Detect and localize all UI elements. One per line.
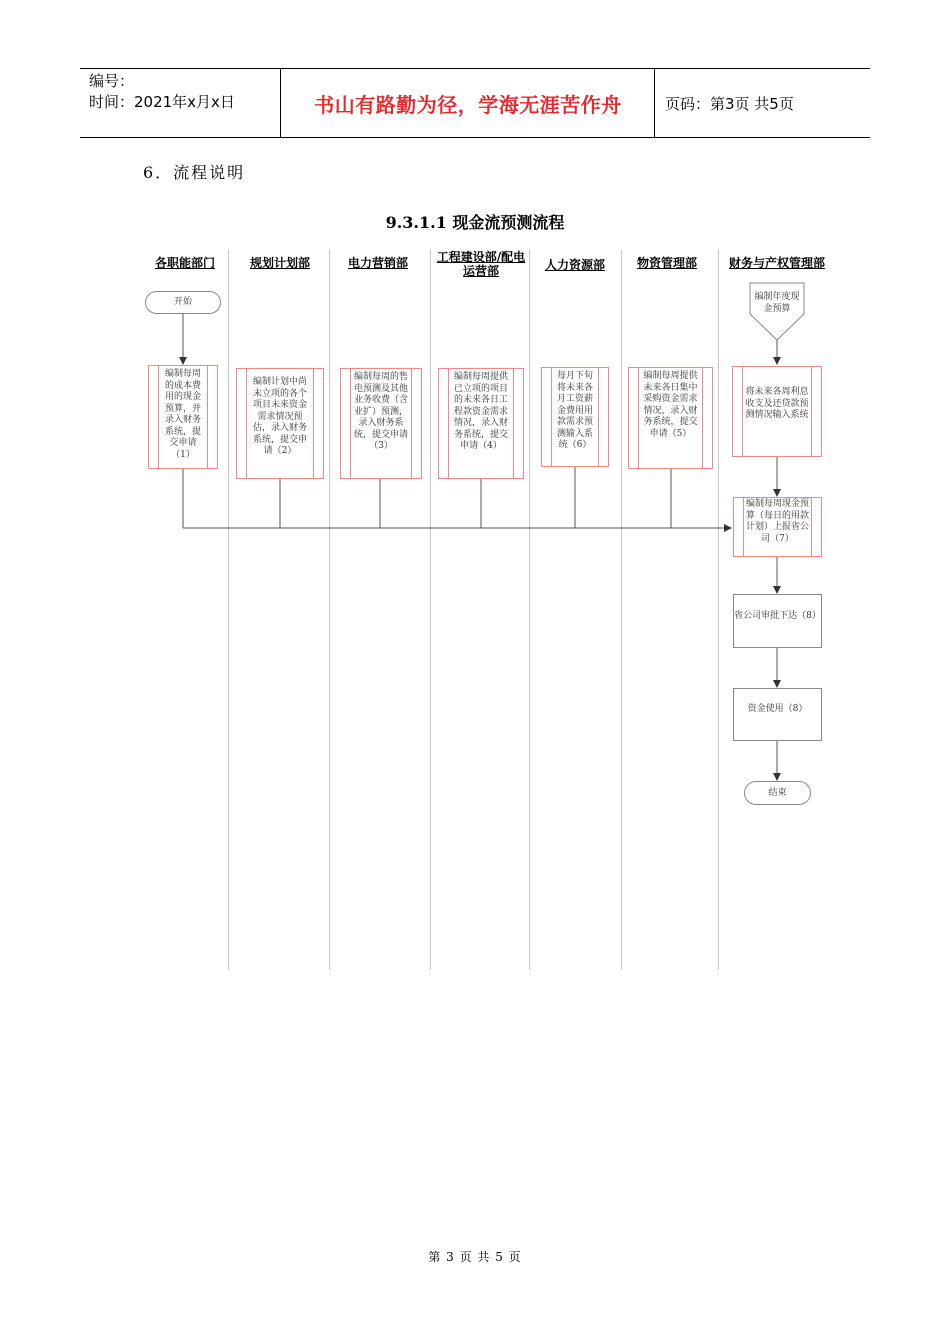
interest-forecast-box — [732, 366, 822, 457]
step-2-text: 编制计划中尚未立项的各个项目未来资金需求情况预估，录入财务系统，提交申请（2） — [252, 377, 307, 456]
step-4-box — [438, 368, 524, 479]
step-8b-box — [733, 688, 822, 741]
page-footer: 第 3 页 共 5 页 — [428, 1250, 522, 1264]
start-terminator: 开始 — [145, 291, 221, 314]
flow-title: 9.3.1.1 现金流预测流程 — [385, 213, 565, 232]
step-8a-text: 省公司审批下达（8） — [734, 611, 821, 621]
step-6-box — [541, 367, 609, 467]
step-3-box — [340, 368, 422, 479]
step-8b-text: 资金使用（8） — [747, 704, 808, 714]
number-label: 编号： — [89, 72, 135, 90]
lane-header-construction: 工程建设部/配电运营部 — [436, 250, 526, 278]
step-8a-box — [733, 594, 822, 648]
lane-header-planning: 规划计划部 — [249, 256, 310, 270]
header-motto: 书山有路勤为径，学海无涯苦作舟 — [314, 93, 622, 117]
time-label: 时间：2021年x月x日 — [89, 93, 235, 111]
step-5-text: 编制每周提供未来各日集中采购资金需求情况，录入财务系统，提交申请（5） — [643, 371, 698, 439]
lane-header-functional: 各职能部门 — [154, 256, 215, 270]
page-number-label: 页码：第3页 共5页 — [665, 95, 794, 113]
step-2-box — [236, 368, 324, 479]
step-7-text: 编制每周现金预算（每日的用款计划）上报省公司（7） — [746, 499, 810, 544]
step-7-box — [733, 497, 822, 557]
annual-budget-label: 编制年度现金预算 — [754, 292, 800, 314]
section-title: 6．流程说明 — [143, 163, 246, 182]
step-6-text: 每月下旬将未来各月工资薪金费用用款需求预测输入系统（6） — [556, 371, 593, 450]
step-1-text: 编制每周的成本费用的现金预算，并录入财务系统，提交申请（1） — [164, 369, 201, 460]
lane-header-marketing: 电力营销部 — [347, 256, 408, 270]
step-1-box — [148, 365, 218, 469]
lane-header-finance: 财务与产权管理部 — [728, 256, 825, 270]
interest-forecast-text: 将未来各周利息收支及还贷款预测情况输入系统 — [745, 387, 809, 420]
step-3-text: 编制每周的售电预测及其他业务收费（含业扩）预测，录入财务系统，提交申请（3） — [353, 372, 408, 451]
end-terminator: 结束 — [744, 781, 811, 805]
step-4-text: 编制每周提供已立项的项目的未来各日工程款资金需求情况，录入财务系统，提交申请（4） — [453, 372, 508, 451]
step-5-box — [628, 367, 713, 469]
lane-header-materials: 物资管理部 — [636, 256, 697, 270]
lane-header-hr: 人力资源部 — [544, 258, 605, 272]
